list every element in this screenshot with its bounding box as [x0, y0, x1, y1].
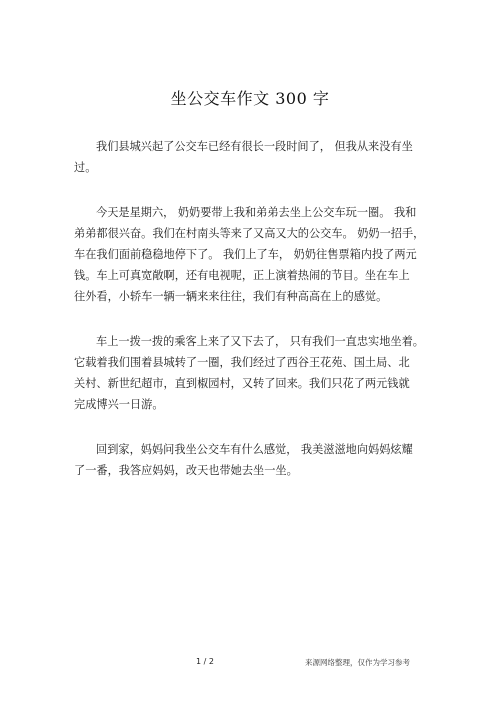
document-title: 坐公交车作文 300 字	[170, 89, 330, 108]
page-number: 1 / 2	[196, 657, 214, 666]
paragraph-3-line-3: 关村、新世纪超市，直到椒园村，又转了回来。我们只花了两元钱就	[74, 377, 410, 390]
paragraph-3-line-4: 完成博兴一日游。	[74, 398, 164, 411]
paragraph-2-line-1: 今天是星期六， 奶奶要带上我和弟弟去坐上公交车玩一圈。 我和	[96, 206, 417, 219]
paragraph-2-line-4: 钱。车上可真宽敞啊，还有电视呢，正上演着热闹的节目。坐在车上	[74, 269, 410, 282]
paragraph-1-line-1: 我们县城兴起了公交车已经有很长一段时间了， 但我从来没有坐	[96, 140, 413, 153]
paragraph-4-line-2: 了一番，我答应妈妈，改天也带她去坐一坐。	[74, 464, 298, 477]
paragraph-2-line-5: 往外看，小轿车一辆一辆来来往往，我们有种高高在上的感觉。	[74, 290, 388, 303]
paragraph-1-line-2: 过。	[74, 161, 97, 174]
paragraph-3-line-2: 它载着我们围着县城转了一圈，我们经过了西谷王花苑、国土局、北	[74, 356, 410, 369]
document-body	[74, 136, 428, 481]
paragraph-3-line-1: 车上一拨一拨的乘客上来了又下去了， 只有我们一直忠实地坐着。	[96, 335, 424, 348]
paragraph-2-line-2: 弟弟都很兴奋。我们在村南头等来了又高又大的公交车。 奶奶一招手，	[74, 227, 425, 240]
paragraph-4-line-1: 回到家，妈妈问我坐公交车有什么感觉， 我美滋滋地向妈妈炫耀	[96, 443, 413, 456]
source-note: 来源网络整理，仅作为学习参考	[305, 658, 410, 667]
paragraph-2-line-3: 车在我们面前稳稳地停下了。 我们上了车， 奶奶往售票箱内投了两元	[74, 248, 417, 261]
